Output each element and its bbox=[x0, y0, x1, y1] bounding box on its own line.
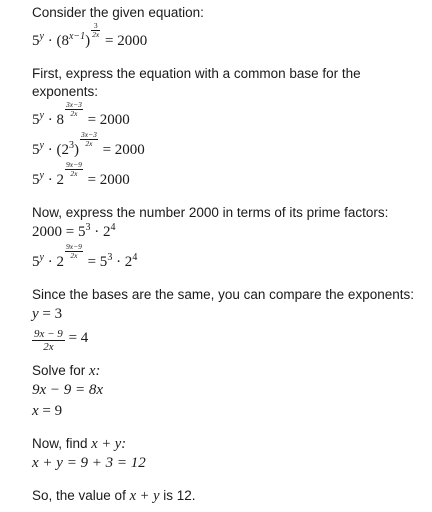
base: 5 bbox=[32, 112, 40, 128]
rhs: = 3 bbox=[38, 306, 63, 322]
conclusion-expression: x + y bbox=[129, 488, 160, 504]
rhs: = 2000 bbox=[87, 172, 130, 188]
base: 2 bbox=[56, 254, 64, 270]
operator: · bbox=[47, 33, 53, 49]
denominator: 2x bbox=[70, 251, 78, 260]
variable: y bbox=[32, 306, 39, 322]
find-expression: x + y: bbox=[91, 436, 127, 452]
solution-document bbox=[32, 4, 428, 505]
exponent: y bbox=[39, 170, 44, 181]
step-find-sum-text bbox=[32, 435, 428, 453]
equation-step1: $5^y \cdot 8$ $\frac{3x-3}{2x}$ = 2000 bbox=[32, 100, 130, 128]
conclusion-label: So, the value of bbox=[32, 488, 126, 503]
rhs: = 2000 bbox=[104, 33, 148, 49]
equation-sum: x + y = 9 + 3 = 12 bbox=[32, 455, 146, 471]
solve-variable: x: bbox=[89, 363, 101, 379]
intro-text: Consider the given equation: bbox=[32, 5, 204, 20]
conclusion-is: is bbox=[163, 488, 174, 503]
rhs: = 9 bbox=[38, 403, 63, 419]
variable: x bbox=[32, 403, 39, 419]
equation-step4: $5^y \cdot 2$ $\frac{9x-9}{2x}$ = $5^3 \cdot 2^4$ bbox=[32, 242, 138, 270]
equation-original: $5^y \cdot (8^{x-1})$ $\frac{3}{2x}$ = 2000 bbox=[32, 21, 148, 49]
numerator: 3 bbox=[91, 22, 100, 31]
exponent: 4 bbox=[110, 222, 116, 233]
rhs: = 5 bbox=[87, 254, 108, 270]
equation-solve-1: 9x − 9 = 8x bbox=[32, 382, 104, 398]
fraction-exponent bbox=[91, 22, 100, 39]
exponent: 4 bbox=[132, 252, 138, 263]
fraction-exponent bbox=[80, 131, 98, 148]
denominator: 2x bbox=[70, 109, 78, 118]
base: 5 bbox=[32, 254, 40, 270]
numerator: 9x−9 bbox=[65, 242, 82, 251]
equation-step3: $5^y \cdot 2$ $\frac{9x-9}{2x}$ = 2000 bbox=[32, 160, 130, 188]
base: 5 bbox=[32, 33, 40, 49]
base: 2 bbox=[61, 142, 69, 158]
step-solve-x-text bbox=[32, 362, 428, 380]
final-answer: 12. bbox=[176, 488, 196, 503]
base: 2 bbox=[56, 172, 64, 188]
conclusion-text bbox=[32, 487, 428, 505]
step-common-base-text: First, express the equation with a common base for the exponents: bbox=[32, 66, 361, 99]
exponent: 3 bbox=[107, 252, 113, 263]
numerator: 9x−9 bbox=[65, 160, 82, 169]
exponent: 3 bbox=[68, 140, 74, 151]
factor: · 2 bbox=[90, 224, 111, 240]
rhs: = 4 bbox=[64, 330, 89, 346]
denominator: 2x bbox=[43, 341, 54, 353]
exponent: x−1 bbox=[68, 31, 86, 42]
base: 5 bbox=[32, 172, 40, 188]
fraction-exponent bbox=[65, 161, 83, 178]
denominator: 2x bbox=[70, 169, 78, 178]
denominator: 2x bbox=[92, 30, 100, 39]
solve-label: Solve for bbox=[32, 363, 86, 378]
exponent: y bbox=[39, 110, 44, 121]
numerator: 3x−3 bbox=[65, 100, 82, 109]
base: 8 bbox=[56, 112, 64, 128]
equation-step2: $5^y \cdot (2^3)$ $\frac{3x-3}{2x}$ = 2000 bbox=[32, 130, 145, 158]
denominator: 2x bbox=[85, 139, 93, 148]
step-prime-factors-text: Now, express the number 2000 in terms of its prime factors: bbox=[32, 205, 389, 220]
numerator: 3x−3 bbox=[80, 130, 97, 139]
lhs: 2000 = 5 bbox=[32, 224, 86, 240]
factor: · 2 bbox=[112, 254, 133, 270]
base: 5 bbox=[32, 142, 40, 158]
exponent: 3 bbox=[85, 222, 91, 233]
rhs: = 2000 bbox=[102, 142, 145, 158]
equation-y bbox=[32, 304, 428, 325]
rhs: = 2000 bbox=[87, 112, 130, 128]
fraction bbox=[32, 328, 65, 353]
find-label: Now, find bbox=[32, 436, 88, 451]
fraction-exponent bbox=[65, 101, 83, 118]
equation-solve-2 bbox=[32, 401, 428, 422]
exponent: y bbox=[39, 140, 44, 151]
fraction-exponent bbox=[65, 243, 83, 260]
exponent: y bbox=[39, 31, 44, 42]
base: 8 bbox=[61, 33, 69, 49]
equation-prime-factorization bbox=[32, 222, 428, 243]
numerator: 9x − 9 bbox=[34, 328, 63, 340]
equation-exponent-compare bbox=[32, 325, 428, 353]
exponent: y bbox=[39, 252, 44, 263]
step-compare-text: Since the bases are the same, you can compare the exponents: bbox=[32, 287, 414, 302]
